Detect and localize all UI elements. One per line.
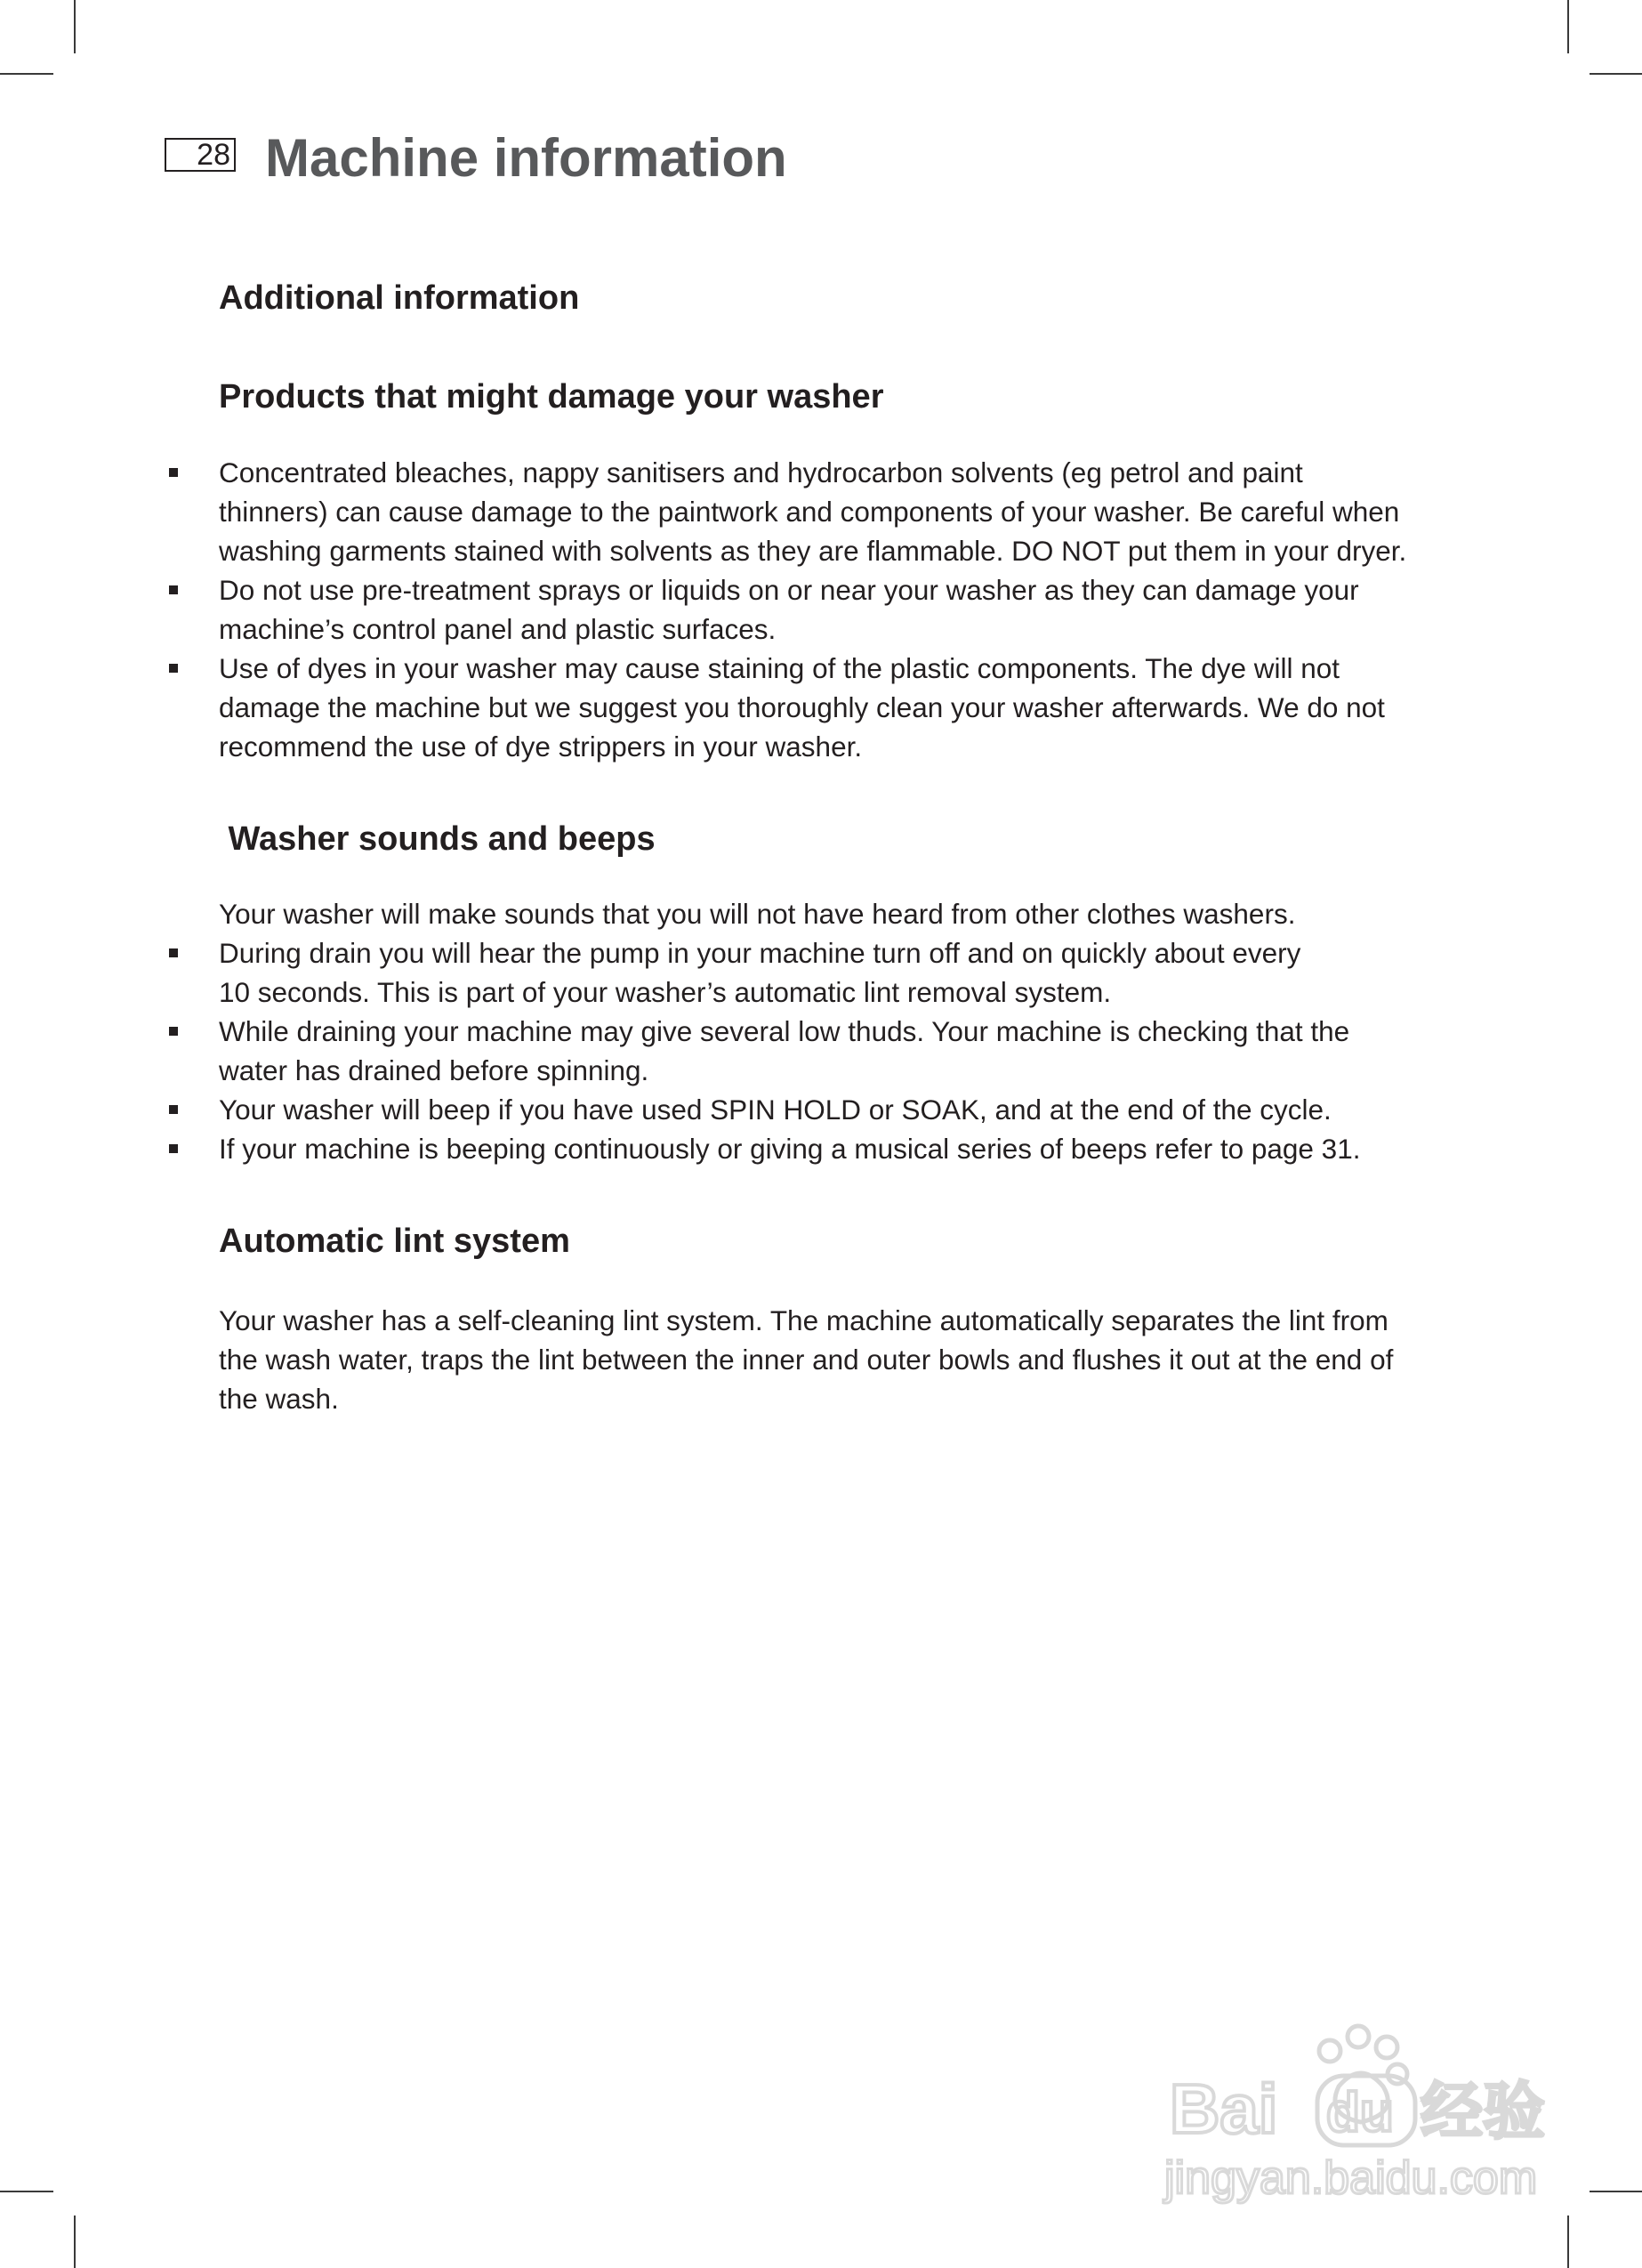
bullet-square-icon bbox=[169, 1027, 178, 1036]
sounds-intro: Your washer will make sounds that you will not have heard from other clothes washers. bbox=[219, 898, 1296, 930]
list-item: During drain you will hear the pump in your machine turn off and on quickly about every 10 seconds. This is part of your washer’s automatic lint removal system. bbox=[219, 933, 1500, 1012]
crop-mark bbox=[0, 73, 53, 75]
lint-body: Your washer has a self-cleaning lint system. The machine automatically separates the lint from the wash water, traps the lint between the inner and outer bowls and flushes it out at the end of the wash. bbox=[219, 1304, 1394, 1415]
crop-mark bbox=[1590, 73, 1642, 75]
list-item: Do not use pre-treatment sprays or liquids on or near your washer as they can damage your machine’s control panel and plastic surfaces. bbox=[219, 570, 1500, 649]
svg-text:jingyan.baidu.com: jingyan.baidu.com bbox=[1164, 2152, 1538, 2204]
crop-mark bbox=[0, 2191, 53, 2192]
list-item: Concentrated bleaches, nappy sanitisers and hydrocarbon solvents (eg petrol and paint thinners) can cause damage to the paintwork and components of your washer. Be careful when washing garments stained with solvents as they are flammable. DO NOT put them in your dryer. bbox=[219, 453, 1500, 570]
list-item: If your machine is beeping continuously or giving a musical series of beeps refer to page 31. bbox=[219, 1129, 1500, 1168]
page-number: 28 bbox=[165, 138, 236, 172]
svg-text:经验: 经验 bbox=[1421, 2075, 1545, 2148]
bullet-square-icon bbox=[169, 585, 178, 594]
section-heading-additional: Additional information bbox=[219, 279, 580, 317]
list-item: Your washer will beep if you have used SPIN HOLD or SOAK, and at the end of the cycle. bbox=[219, 1090, 1500, 1129]
section-heading-lint: Automatic lint system bbox=[219, 1223, 570, 1260]
list-item: While draining your machine may give several low thuds. Your machine is checking that the water has drained before spinning. bbox=[219, 1012, 1500, 1090]
bullet-square-icon bbox=[169, 1144, 178, 1153]
bullet-square-icon bbox=[169, 948, 178, 957]
svg-text:du: du bbox=[1326, 2082, 1394, 2143]
crop-mark bbox=[1590, 2191, 1642, 2192]
bullet-square-icon bbox=[169, 1105, 178, 1114]
bullet-square-icon bbox=[169, 468, 178, 477]
crop-mark bbox=[1567, 0, 1569, 53]
bullet-square-icon bbox=[169, 664, 178, 673]
crop-mark bbox=[74, 0, 76, 53]
baidu-watermark-logo bbox=[1161, 2015, 1561, 2211]
page-title: Machine information bbox=[265, 128, 787, 188]
list-item: Use of dyes in your washer may cause staining of the plastic components. The dye will not damage the machine but we suggest you thoroughly clean your washer afterwards. We do not recommend the use of dye strippers in your washer. bbox=[219, 649, 1500, 766]
section-heading-damage: Products that might damage your washer bbox=[219, 378, 884, 416]
section-heading-sounds: Washer sounds and beeps bbox=[219, 820, 656, 858]
crop-mark bbox=[74, 2216, 76, 2268]
svg-text:Bai: Bai bbox=[1170, 2070, 1278, 2148]
crop-mark bbox=[1567, 2216, 1569, 2268]
